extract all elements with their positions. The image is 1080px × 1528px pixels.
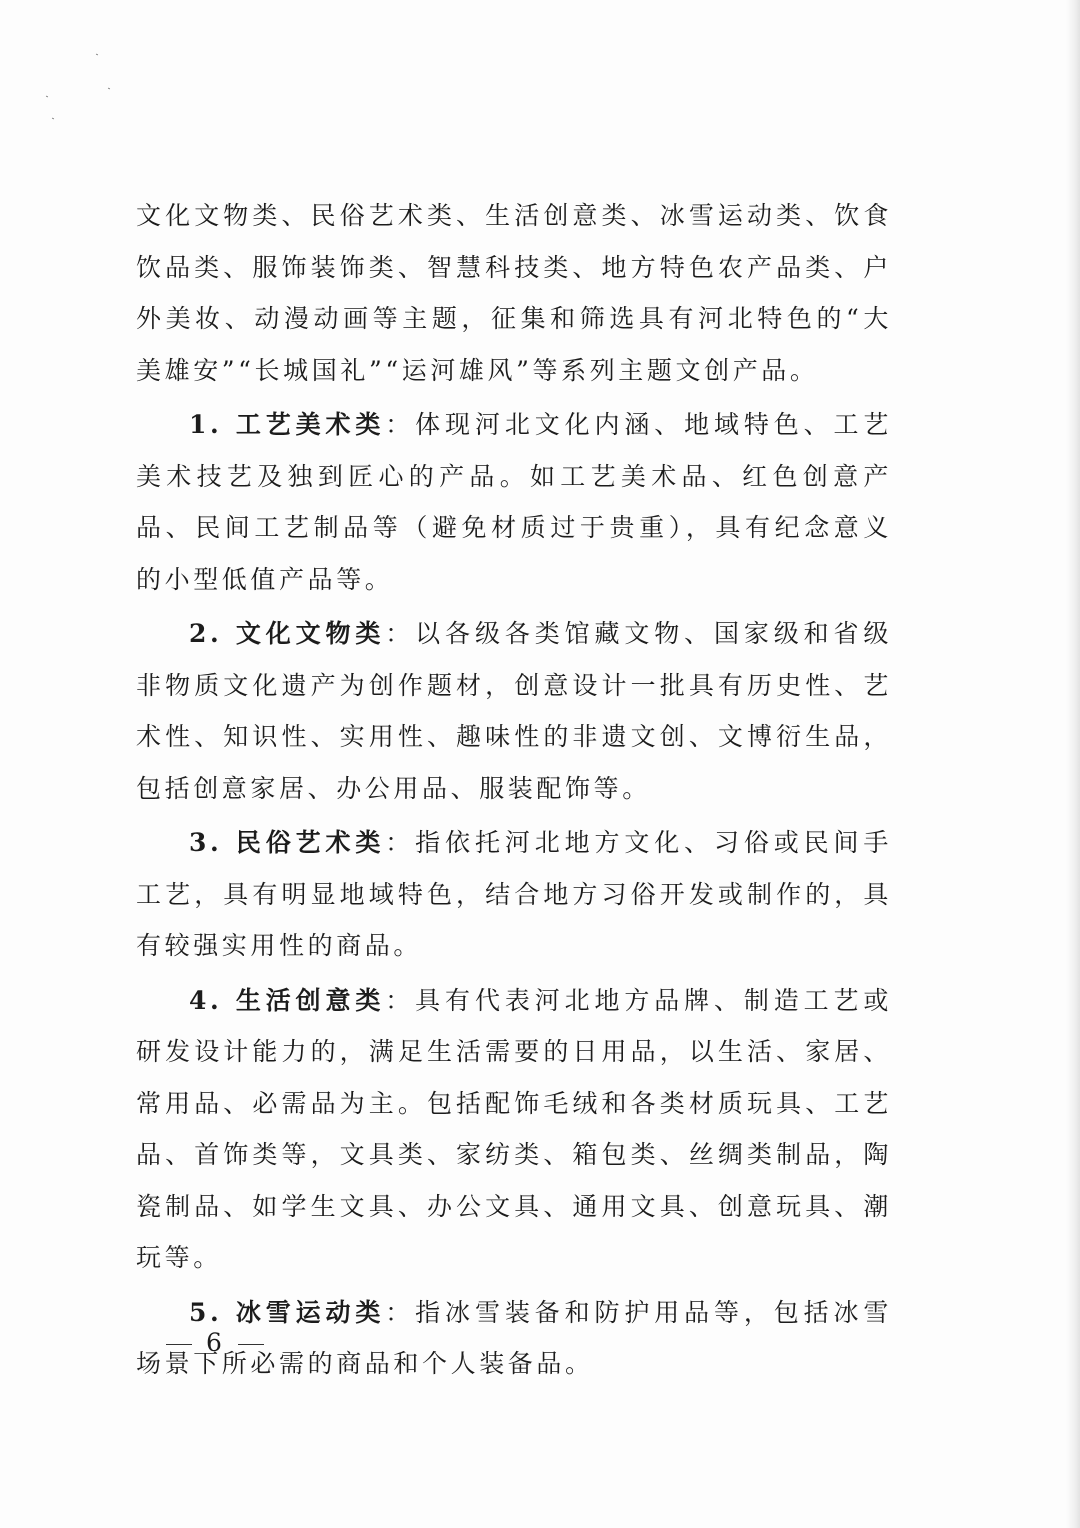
item-paragraph-2 (136, 608, 892, 814)
item-text-3: ：指依托河北地方文化、习俗或民间手工艺，具有明显地域特色，结合地方习俗开发或制作的，具有较强实用性的商品。 (136, 828, 892, 960)
item-title-4: 4. 生活创意类 (189, 985, 386, 1015)
item-text-5: ：指冰雪装备和防护用品等，包括冰雪场景下所必需的商品和个人装备品。 (136, 1297, 892, 1378)
page-number-right-dash (238, 1344, 264, 1345)
item-paragraph-4 (136, 975, 892, 1284)
item-title-1: 1. 工艺美术类 (189, 410, 386, 439)
intro-paragraph: 文化文物类、民俗艺术类、生活创意类、冰雪运动类、饮食饮品类、服饰装饰类、智慧科技类、地方特色农产品类、户外美妆、动漫动画等主题，征集和筛选具有河北特色的“大美雄安”“长城国礼”“运河雄风”等系列主题文创产品。 (136, 201, 892, 385)
scan-edge-shadow (1066, 0, 1080, 1528)
document-body (136, 190, 892, 1393)
page-number (152, 1328, 278, 1357)
item-text-1: ：体现河北文化内涵、地域特色、工艺美术技艺及独到匠心的产品。如工艺美术品、红色创意产品、民间工艺制品等（避免材质过于贵重），具有纪念意义的小型低值产品等。 (136, 410, 892, 594)
item-title-5: 5. 冰雪运动类 (189, 1297, 386, 1327)
item-paragraph-1 (136, 399, 892, 605)
item-paragraph-3 (136, 817, 892, 972)
page-number-left-dash (166, 1344, 192, 1345)
item-title-3: 3. 民俗艺术类 (189, 828, 386, 857)
item-title-2: 2. 文化文物类 (189, 619, 386, 648)
item-text-2: ：以各级各类馆藏文物、国家级和省级非物质文化遗产为创作题材，创意设计一批具有历史性、艺术性、知识性、实用性、趣味性的非遗文创、文博衍生品，包括创意家居、办公用品、服装配饰等。 (136, 619, 892, 803)
item-text-4: ：具有代表河北地方品牌、制造工艺或研发设计能力的，满足生活需要的日用品，以生活、家居、常用品、必需品为主。包括配饰毛绒和各类材质玩具、工艺品、首饰类等，文具类、家纺类、箱包类、丝绸类制品，陶瓷制品、如学生文具、办公文具、通用文具、创意玩具、潮玩等。 (136, 985, 892, 1272)
page-number-value: 6 (206, 1328, 224, 1357)
